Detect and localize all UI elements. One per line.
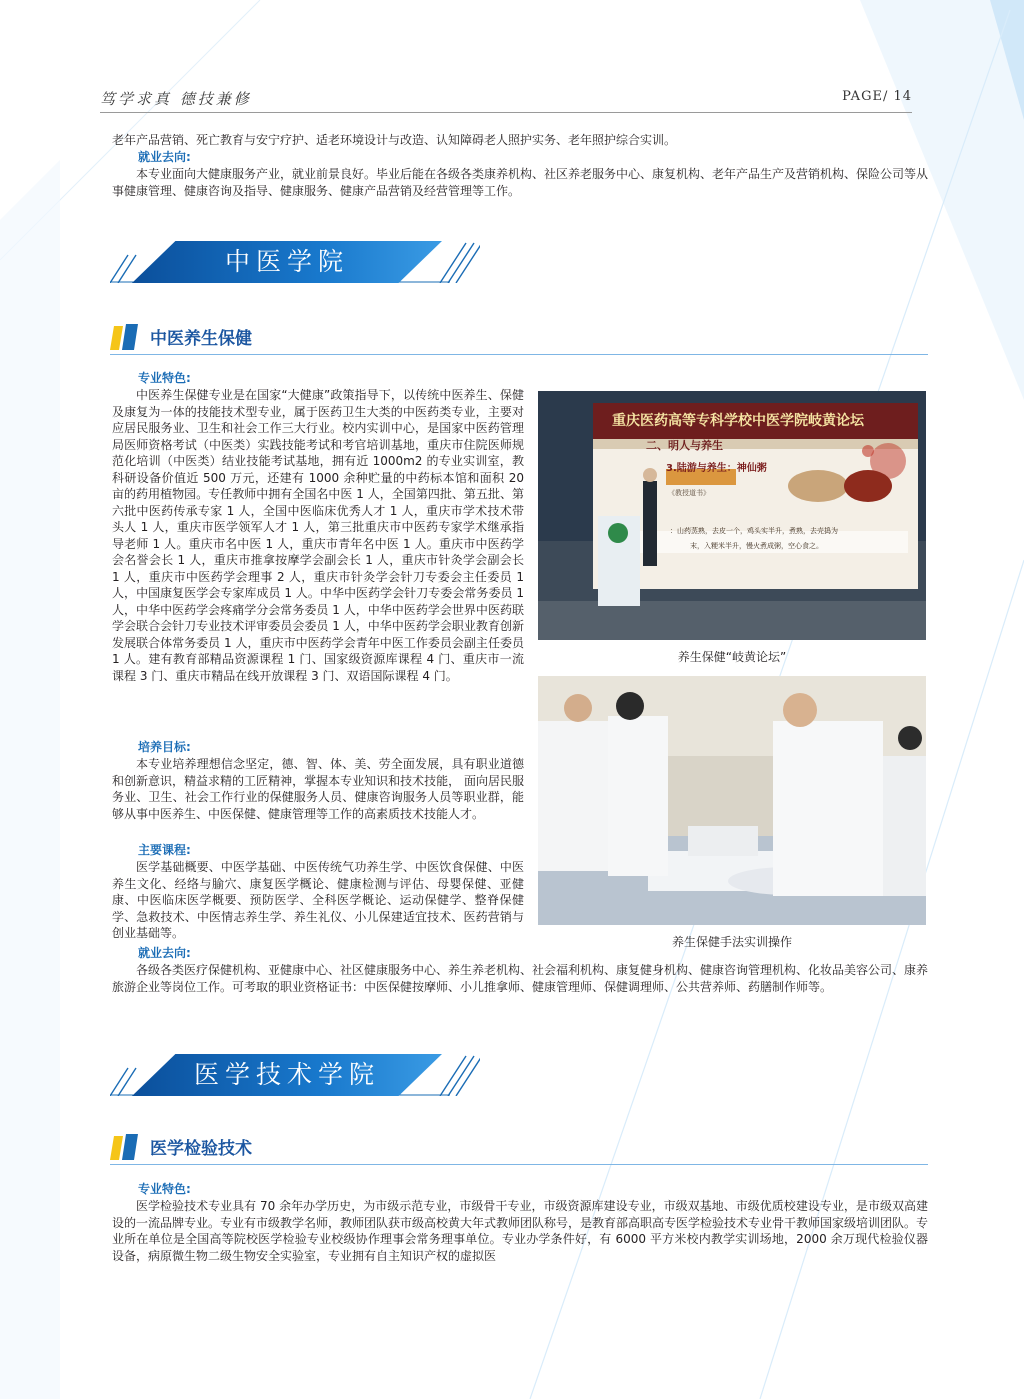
features-label: 专业特色: [138, 371, 191, 385]
program-title: 中医养生保健 [150, 329, 252, 349]
forum-screen-title: 重庆医药高等专科学校中医学院岐黄论坛 [612, 413, 864, 429]
prev-employment-text: 本专业面向大健康服务产业，就业前景良好。毕业后能在各级各类康养机构、社区养老服务中心、康复机构、老年产品生产及营销机构、保险公司等从事健康管理、健康咨询及指导、健康服务、健康产品营销及经营管理等工作。 [112, 167, 929, 198]
photo-qihuang-forum [538, 391, 926, 640]
slide-heading: 二、明人与养生 [646, 439, 723, 452]
features-text: 医学检验技术专业具有 70 余年办学历史，为市级示范专业，市级骨干专业，市级资源库建设专业，市级双基地、市级优质校建设专业，是市级双高建设的一流品牌专业。专业有市级教学名师，教师团队获市级高校黄大年式教师团队称号，是教育部高职高专医学检验技术专业骨干教师国家级培训团队。专业所在单位是全国高等院校医学检验专业校级协作理事会常务理事单位。专业办学条件好，有 6000 平方米校内教学实训场地，2000 余万现代检验仪器设备，病原微生物二级生物安全实验室，专业拥有自主知识产权的虚拟医 [112, 1199, 929, 1263]
features-label: 专业特色: [138, 1182, 191, 1196]
program-heading-tcm-health [110, 318, 928, 355]
caption-training: 养生保健手法实训操作 [671, 935, 792, 949]
training-scene-image [538, 676, 926, 925]
program-mark-icon [110, 322, 140, 352]
page-number: PAGE/ 14 [842, 89, 912, 104]
prev-courses-tail: 老年产品营销、死亡教育与安宁疗护、适老环境设计与改造、认知障碍老人照护实务、老年照护综合实训。 [112, 133, 677, 147]
employment-text: 各级各类医疗保健机构、亚健康中心、社区健康服务中心、养生养老机构、社会福利机构、康复健身机构、健康咨询管理机构、化妆品美容公司、康养旅游企业等岗位工作。可考取的职业资格证书：中医保健按摩师、小儿推拿师、健康管理师、保健调理师、公共营养师、药膳制作师等。 [112, 963, 929, 994]
goal-label: 培养目标: [138, 740, 191, 754]
program-mark-icon [110, 1132, 140, 1162]
slide-subheading: 3.陆游与养生：神仙粥 [666, 463, 767, 474]
program-heading-lab-tech [110, 1128, 928, 1165]
forum-scene-image [538, 391, 926, 640]
slide-text-line1: ：山药蒸熟，去皮一个，鸡头实半升，煮熟，去壳捣为 [670, 527, 838, 535]
courses-label: 主要课程: [138, 843, 191, 857]
employment-label: 就业去向: [138, 946, 191, 960]
college-title: 中医学院 [224, 247, 349, 276]
college-banner-medtech [110, 1054, 480, 1096]
college-banner-tcm [110, 241, 480, 283]
caption-forum: 养生保健“岐黄论坛” [677, 650, 787, 664]
college-title: 医学技术学院 [193, 1060, 380, 1089]
courses-text: 医学基础概要、中医学基础、中医传统气功养生学、中医饮食保健、中医养生文化、经络与腧穴、康复医学概论、健康检测与评估、母婴保健、亚健康、中医临床医学概要、预防医学、全科医学概论、运动保健学、整脊保健学、急救技术、中医情志养生学、养生礼仪、小儿保建适宜技术、医药营销与创业基础等。 [112, 860, 524, 940]
slide-text-line2: 末，入粳米半升，慢火煮成粥，空心食之。 [690, 542, 823, 550]
features-text: 中医养生保健专业是在国家“大健康”政策指导下，以传统中医养生、保健及康复为一体的技能技术型专业，属于医药卫生大类的中医药类专业，主要对应居民服务业、卫生和社会工作三大行业。校内实训中心，是国家中医药管理局医师资格考试（中医类）实践技能考试和考官培训基地，重庆市住院医师规范化培训（中医类）结业技能考试基地，拥有近 1000m2 的专业实训室，教科研设备价值近 500 万元，还建有 1000 余种贮量的中药标本馆和面积 20 亩的药用植物园。专任教师中拥有全国名中医 1 人，全国第四批、第五批、第六批中医药传承专家 1 人，全国中医临床优秀人才 1 人，重庆市学术技术带头人 1 人，重庆市医学领军人才 1 人，第三批重庆市中医药专家学术继承指导老师 1 人。重庆市名中医 1 人，重庆市青年名中医 1 人。重庆市中医药学会名誉会长 1 人，重庆市推拿按摩学会副会长 1 人，重庆市针灸学会副会长 1 人，重庆市中医药学会理事 2 人，重庆市针灸学会针刀专委会主任委员 1 人，中国康复医学会专家库成员 1 人。中华中医药学会针刀专委会常务委员 1 人，中华中医药学会疼痛学分会常务委员 1 人，中华中医药学会世界中医药联学会联合会针刀专业技术评审委员会委员 1 人，中华中医药学会职业教育创新发展联合体常务委员 1 人，重庆市中医药学会青年中医工作委员会副主任委员 1 人。建有教育部精品资源课程 1 门、国家级资源库课程 4 门、重庆市一流课程 3 门、重庆市精品在线开放课程 3 门、双语国际课程 4 门。 [112, 388, 524, 683]
slide-book: 《教授道书》 [668, 489, 710, 497]
prev-employment-label: 就业去向: [138, 150, 191, 164]
goal-text: 本专业培养理想信念坚定，德、智、体、美、劳全面发展，具有职业道德和创新意识，精益求精的工匠精神，掌握本专业知识和技术技能， 面向居民服务业、卫生、社会工作行业的保健服务人员、健康咨询服务人员等职业群，能够从事中医养生、中医保健、健康管理等工作的高素质技术技能人才。 [112, 757, 524, 821]
page-header [100, 86, 912, 113]
photo-massage-training [538, 676, 926, 925]
header-motto: 笃学求真 德技兼修 [100, 90, 252, 108]
program-title: 医学检验技术 [150, 1139, 252, 1159]
